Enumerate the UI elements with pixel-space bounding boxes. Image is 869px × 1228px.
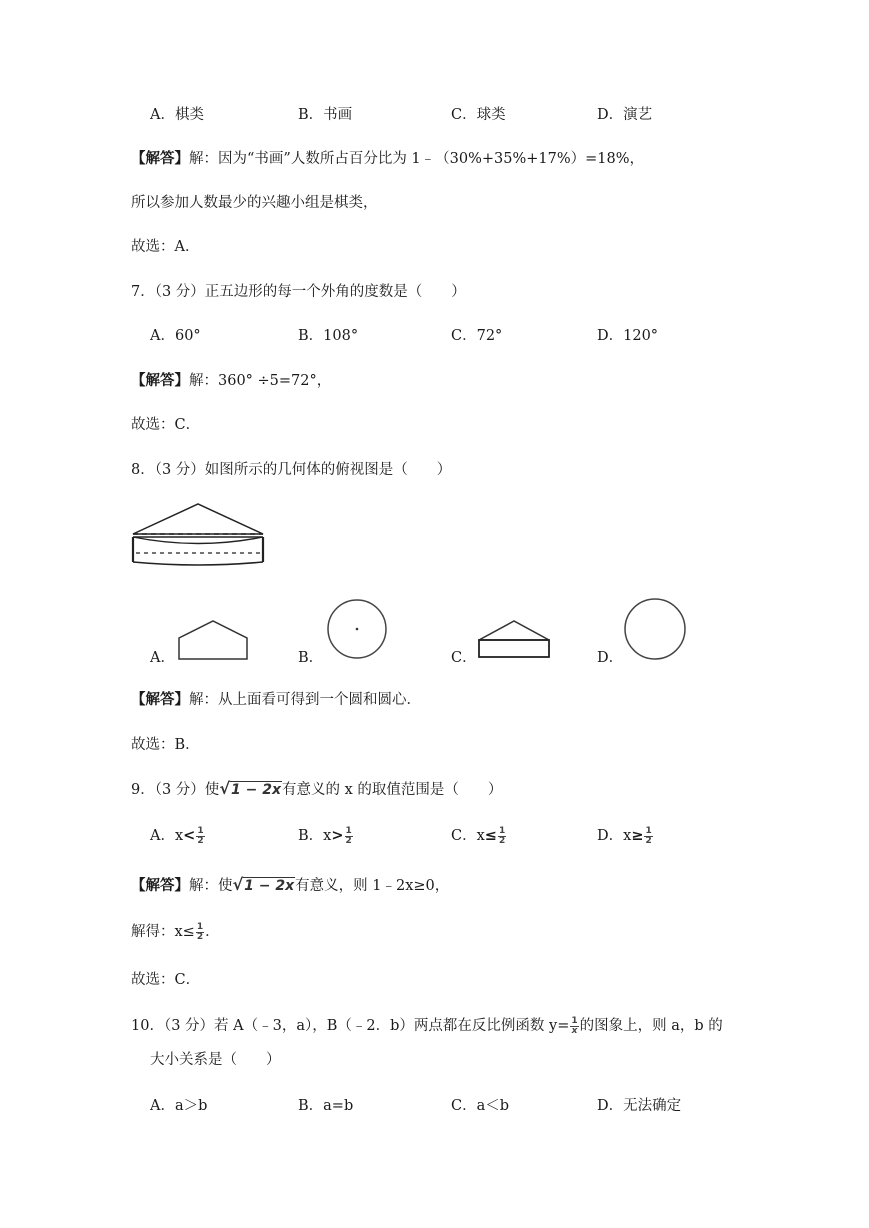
answer-tag: 【解答】 [131, 150, 189, 167]
denominator: 2 [645, 835, 652, 846]
q6-option-a: A．棋类 [150, 107, 204, 123]
answer-text: 解：因为“书画”人数所占百分比为 1﹣（30%+35%+17%）=18%， [189, 151, 645, 167]
option-label: C．x [451, 828, 485, 844]
q10-stem [131, 1016, 723, 1036]
option-label: A．x [150, 828, 184, 844]
q9-stem [131, 779, 502, 800]
stem-text: 10．（3 分）若 A（﹣3，a），B（﹣2．b）两点都在反比例函数 y= [131, 1018, 570, 1034]
q7-answer [131, 371, 331, 391]
sqrt-expression: √1 − 2x [232, 875, 295, 894]
q8-option-c-label: C． [451, 650, 477, 666]
q7-option-b: B．108° [298, 328, 359, 344]
fraction [196, 827, 204, 846]
option-label: B．x [298, 828, 332, 844]
q7-option-a: A．60° [150, 328, 201, 344]
q6-choice: 故选：A． [131, 239, 200, 255]
answer-text: 解：使 [189, 878, 233, 894]
fraction [345, 827, 353, 846]
numerator: 1 [345, 825, 352, 836]
q8-option-d-label: D． [597, 650, 624, 666]
q10-option-c: C．a＜b [451, 1098, 510, 1114]
q6-answer-line2: 所以参加人数最少的兴趣小组是棋类， [131, 195, 378, 211]
numerator: 1 [197, 825, 204, 836]
option-relation: ≥ [631, 827, 644, 844]
numerator: 1 [498, 825, 506, 836]
numerator: 1 [645, 825, 652, 836]
q9-option-b [298, 826, 354, 846]
q8-answer [131, 690, 421, 710]
option-relation: > [331, 827, 344, 844]
option-label: D．x [597, 828, 632, 844]
q8-stem: 8．（3 分）如图所示的几何体的俯视图是（ ） [131, 462, 452, 478]
solve-text: ． [205, 924, 220, 940]
q8-choice: 故选：B． [131, 737, 200, 753]
stem-text: 的图象上，则 a，b 的 [579, 1018, 723, 1034]
sqrt-expression: √1 − 2x [219, 779, 281, 798]
q7-option-d: D．120° [597, 328, 659, 344]
q8-solid-figure [128, 498, 268, 568]
q8-option-a-label: A． [150, 650, 175, 666]
answer-tag: 【解答】 [131, 691, 189, 708]
answer-text: 解：360° ÷5=72°， [189, 373, 332, 389]
denominator: 2 [498, 835, 506, 846]
q6-option-c: C．球类 [451, 107, 506, 123]
answer-tag: 【解答】 [131, 372, 189, 389]
q6-option-b: B．书画 [298, 107, 353, 123]
q9-choice: 故选：C． [131, 972, 201, 988]
answer-text: 解：从上面看可得到一个圆和圆心． [189, 692, 421, 708]
numerator: 1 [196, 921, 204, 932]
denominator: 2 [196, 931, 204, 942]
numerator: 1 [571, 1015, 578, 1026]
q8-option-d-figure [622, 596, 688, 662]
q10-option-b: B．a=b [298, 1098, 354, 1114]
fraction [570, 1017, 578, 1036]
q9-answer [131, 875, 449, 896]
fraction [644, 827, 652, 846]
q7-choice: 故选：C． [131, 417, 201, 433]
option-relation: ≤ [484, 827, 497, 844]
q10-stem-line2: 大小关系是（ ） [150, 1052, 281, 1068]
option-relation: < [183, 827, 196, 844]
fraction [196, 923, 204, 942]
q7-stem: 7．（3 分）正五边形的每一个外角的度数是（ ） [131, 284, 466, 300]
solve-text: 解得：x≤ [131, 924, 195, 940]
radicand: 1 − 2x [244, 878, 295, 894]
denominator: 2 [345, 835, 352, 846]
answer-text: 有意义，则 1﹣2x≥0， [295, 878, 450, 894]
q6-answer-line1 [131, 149, 644, 169]
answer-tag: 【解答】 [131, 877, 189, 894]
stem-text: 有意义的 x 的取值范围是（ ） [281, 782, 503, 798]
fraction [498, 827, 506, 846]
q10-option-d: D．无法确定 [597, 1098, 682, 1114]
q9-solve [131, 922, 220, 942]
q8-option-a-figure [176, 618, 252, 663]
q10-option-a: A．a＞b [150, 1098, 208, 1114]
q9-option-d [597, 826, 654, 846]
q9-option-a [150, 826, 206, 846]
denominator: x [571, 1025, 578, 1036]
q8-option-c-figure [476, 618, 552, 663]
q8-option-b-figure [324, 597, 390, 663]
q6-option-d: D．演艺 [597, 107, 653, 123]
q9-option-c [451, 826, 507, 846]
stem-text: 9．（3 分）使 [131, 782, 220, 798]
q8-option-b-label: B． [298, 650, 324, 666]
q7-option-c: C．72° [451, 328, 503, 344]
radicand: 1 − 2x [230, 782, 281, 798]
denominator: 2 [197, 835, 204, 846]
